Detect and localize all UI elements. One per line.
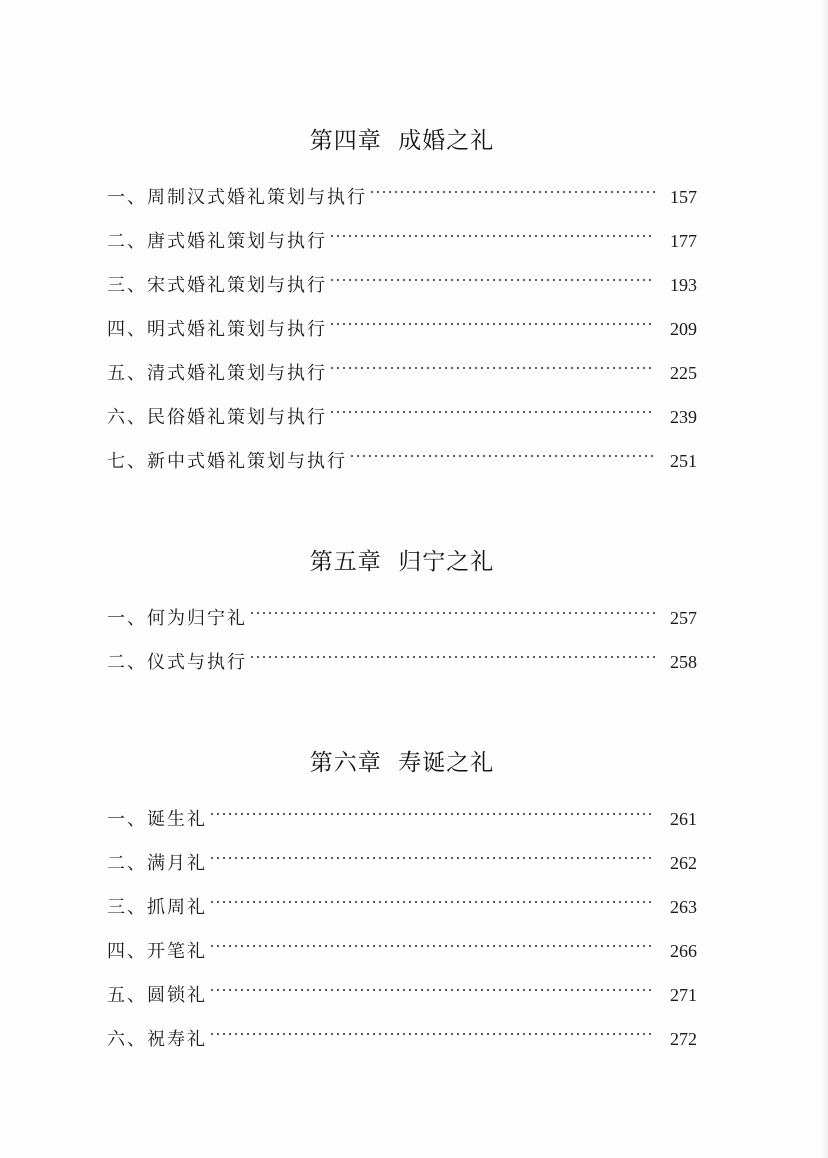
entry-title: 明式婚礼策划与执行 xyxy=(147,319,327,340)
entry-title: 开笔礼 xyxy=(147,941,207,962)
entry-title: 新中式婚礼策划与执行 xyxy=(147,451,347,472)
toc-entry[interactable] xyxy=(107,805,697,833)
entry-title: 民俗婚礼策划与执行 xyxy=(147,407,327,428)
chapter-5-title: 第五章 归宁之礼 xyxy=(309,549,495,575)
dot-leader xyxy=(249,609,655,619)
toc-entry[interactable] xyxy=(107,359,697,387)
toc-entry[interactable] xyxy=(107,648,697,676)
entry-title: 周制汉式婚礼策划与执行 xyxy=(147,187,367,208)
dot-leader xyxy=(209,898,655,908)
dot-leader xyxy=(369,188,655,198)
dot-leader xyxy=(329,320,655,330)
entry-number: 六、 xyxy=(107,1029,147,1050)
entry-number: 四、 xyxy=(107,319,147,340)
entry-number: 二、 xyxy=(107,853,147,874)
toc-entry[interactable] xyxy=(107,1025,697,1053)
entry-number: 一、 xyxy=(107,608,147,629)
entry-page-number: 239 xyxy=(670,407,697,427)
entry-number: 四、 xyxy=(107,941,147,962)
toc-entry[interactable] xyxy=(107,937,697,965)
dot-leader xyxy=(209,1030,655,1040)
entry-number: 六、 xyxy=(107,407,147,428)
entry-title: 祝寿礼 xyxy=(147,1029,207,1050)
dot-leader xyxy=(329,232,655,242)
entry-page-number: 261 xyxy=(670,809,697,829)
entry-number: 三、 xyxy=(107,275,147,296)
toc-entry[interactable] xyxy=(107,271,697,299)
entry-number: 三、 xyxy=(107,897,147,918)
entry-number: 二、 xyxy=(107,652,147,673)
entry-title: 唐式婚礼策划与执行 xyxy=(147,231,327,252)
dot-leader xyxy=(209,810,655,820)
toc-entry[interactable] xyxy=(107,447,697,475)
entry-page-number: 251 xyxy=(670,451,697,471)
entry-title: 仪式与执行 xyxy=(147,652,247,673)
entry-number: 一、 xyxy=(107,187,147,208)
chapter-6-title: 第六章 寿诞之礼 xyxy=(309,750,495,776)
dot-leader xyxy=(329,364,655,374)
entry-number: 五、 xyxy=(107,363,147,384)
entry-page-number: 209 xyxy=(670,319,697,339)
entry-title: 诞生礼 xyxy=(147,809,207,830)
entry-page-number: 266 xyxy=(670,941,697,961)
entry-title: 宋式婚礼策划与执行 xyxy=(147,275,327,296)
toc-entry[interactable] xyxy=(107,183,697,211)
toc-entry[interactable] xyxy=(107,893,697,921)
entry-title: 圆锁礼 xyxy=(147,985,207,1006)
entry-page-number: 262 xyxy=(670,853,697,873)
dot-leader xyxy=(249,653,655,663)
dot-leader xyxy=(209,854,655,864)
entry-number: 二、 xyxy=(107,231,147,252)
page-edge-shadow xyxy=(822,0,828,1158)
entry-number: 七、 xyxy=(107,451,147,472)
entry-number: 五、 xyxy=(107,985,147,1006)
entry-number: 一、 xyxy=(107,809,147,830)
entry-page-number: 258 xyxy=(670,652,697,672)
entry-title: 清式婚礼策划与执行 xyxy=(147,363,327,384)
dot-leader xyxy=(329,276,655,286)
toc-entry[interactable] xyxy=(107,227,697,255)
toc-entry[interactable] xyxy=(107,315,697,343)
entry-page-number: 257 xyxy=(670,608,697,628)
entry-page-number: 271 xyxy=(670,985,697,1005)
toc-entry[interactable] xyxy=(107,403,697,431)
dot-leader xyxy=(209,986,655,996)
toc-entry[interactable] xyxy=(107,849,697,877)
entry-page-number: 272 xyxy=(670,1029,697,1049)
entry-page-number: 157 xyxy=(670,187,697,207)
toc-entry[interactable] xyxy=(107,604,697,632)
dot-leader xyxy=(349,452,655,462)
dot-leader xyxy=(329,408,655,418)
entry-page-number: 177 xyxy=(670,231,697,251)
entry-page-number: 263 xyxy=(670,897,697,917)
entry-title: 满月礼 xyxy=(147,853,207,874)
toc-entry[interactable] xyxy=(107,981,697,1009)
entry-page-number: 225 xyxy=(670,363,697,383)
dot-leader xyxy=(209,942,655,952)
entry-page-number: 193 xyxy=(670,275,697,295)
entry-title: 抓周礼 xyxy=(147,897,207,918)
chapter-4-title: 第四章 成婚之礼 xyxy=(309,128,495,154)
entry-title: 何为归宁礼 xyxy=(147,608,247,629)
